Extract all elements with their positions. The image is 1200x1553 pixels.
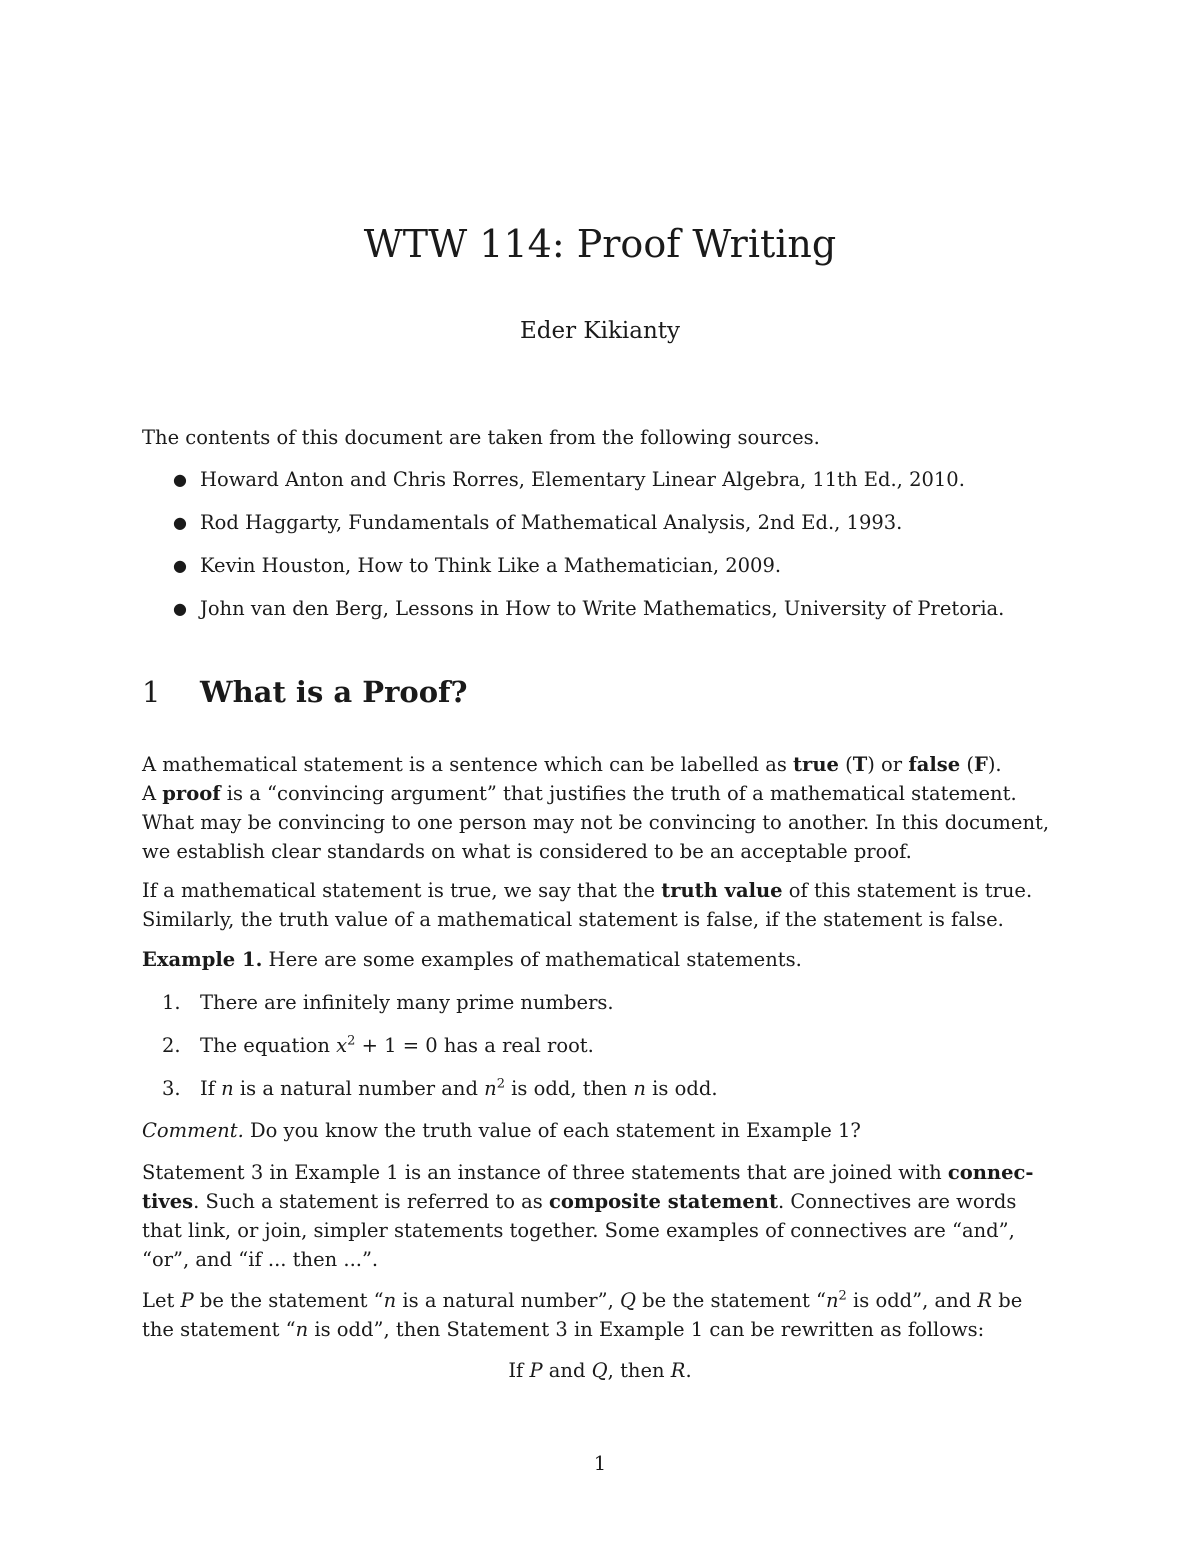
sources-list <box>172 465 1004 637</box>
text-run: of this statement is true. <box>782 879 1033 902</box>
intro-paragraph: The contents of this document are taken from the following sources. <box>142 426 820 449</box>
text-run: is odd”, and <box>846 1289 978 1312</box>
paragraph-statement-definition <box>142 750 1062 866</box>
text-run: , then <box>607 1359 671 1382</box>
paragraph-let <box>142 1286 1062 1344</box>
math-variable: n <box>484 1077 497 1100</box>
text-run: be <box>992 1289 1023 1312</box>
list-item <box>172 465 1004 508</box>
bullet-icon: ● <box>173 556 187 575</box>
term-proof: proof <box>162 782 221 805</box>
document-title: WTW 114: Proof Writing <box>363 222 837 266</box>
math-variable: n <box>295 1318 309 1341</box>
example-label: Example 1. <box>142 948 263 971</box>
term-connectives-part2: tives <box>142 1190 194 1213</box>
section-title: What is a Proof? <box>200 675 468 709</box>
text-run: the statement “ <box>142 1318 296 1341</box>
text-line <box>142 1286 1062 1315</box>
text-run: is a natural number and <box>233 1077 485 1100</box>
text-run: has a real root. <box>437 1034 594 1057</box>
text-run: A <box>142 782 163 805</box>
math-variable: n <box>825 1289 839 1312</box>
item-number: 3. <box>162 1077 181 1100</box>
text-run: A mathematical statement is a sentence which can be labelled as <box>142 753 794 776</box>
list-item <box>172 594 1004 637</box>
text-run: Do you know the truth value of each statement in Example 1? <box>243 1119 861 1142</box>
text-run: There are infinitely many prime numbers. <box>200 991 614 1014</box>
term-true: true <box>793 753 839 776</box>
text-run: . Connectives are words <box>777 1190 1017 1213</box>
math-variable: n <box>633 1077 646 1100</box>
text-run: . Such a statement is referred to as <box>193 1190 549 1213</box>
math-exponent: 2 <box>347 1033 356 1049</box>
source-text: Kevin Houston, How to Think Like a Mathematician, 2009. <box>200 554 782 577</box>
term-false: false <box>908 753 961 776</box>
source-text: Rod Haggarty, Fundamentals of Mathematical Analysis, 2nd Ed., 1993. <box>200 511 903 534</box>
math-expression: + 1 = 0 <box>355 1034 438 1057</box>
math-variable: R <box>670 1359 686 1382</box>
item-number: 2. <box>162 1034 181 1057</box>
bullet-icon: ● <box>173 470 187 489</box>
text-run: and <box>542 1359 592 1382</box>
text-line: What may be convincing to one person may not be convincing to another. In this document, <box>142 811 1050 834</box>
text-run: is odd, then <box>504 1077 634 1100</box>
text-line <box>142 1187 1062 1216</box>
text-run: Let <box>142 1289 181 1312</box>
text-run: ( <box>838 753 853 776</box>
text-run: is odd. <box>645 1077 718 1100</box>
text-line <box>142 1315 1062 1344</box>
math-variable: R <box>977 1289 993 1312</box>
term-T: T <box>852 753 868 776</box>
text-run: If a mathematical statement is true, we say that the <box>142 879 662 902</box>
section-heading <box>142 675 468 709</box>
section-number: 1 <box>142 675 161 709</box>
text-line: “or”, and “if ... then ...”. <box>142 1248 379 1271</box>
text-run: ) or <box>867 753 909 776</box>
math-variable: n <box>383 1289 397 1312</box>
author-name: Eder Kikianty <box>519 318 681 344</box>
source-text: Howard Anton and Chris Rorres, Elementary Linear Algebra, 11th Ed., 2010. <box>200 468 965 491</box>
math-variable: Q <box>619 1289 636 1312</box>
centered-statement <box>0 1356 1200 1385</box>
math-variable: n <box>221 1077 234 1100</box>
term-truth-value: truth value <box>661 879 783 902</box>
text-run: is odd”, then Statement 3 in Example 1 can be rewritten as follows: <box>308 1318 985 1341</box>
text-run: If <box>508 1359 530 1382</box>
paragraph-truth-value <box>142 876 1062 934</box>
examples-list <box>162 988 718 1117</box>
math-variable: P <box>180 1289 194 1312</box>
example-heading <box>142 945 1062 974</box>
bullet-icon: ● <box>173 513 187 532</box>
text-run: is a “convincing argument” that justifies the truth of a mathematical statement. <box>220 782 1017 805</box>
page-number: 1 <box>593 1452 607 1475</box>
math-variable: P <box>529 1359 543 1382</box>
source-text: John van den Berg, Lessons in How to Write Mathematics, University of Pretoria. <box>200 597 1005 620</box>
text-line: Similarly, the truth value of a mathematical statement is false, if the statement is false. <box>142 908 1004 931</box>
text-line <box>142 750 1062 779</box>
item-number: 1. <box>162 991 181 1014</box>
text-run: ). <box>987 753 1002 776</box>
text-line <box>142 876 1062 905</box>
list-item <box>162 988 718 1031</box>
text-line: we establish clear standards on what is considered to be an acceptable proof. <box>142 840 912 863</box>
paragraph-connectives <box>142 1158 1062 1274</box>
text-run: Statement 3 in Example 1 is an instance of three statements that are joined with <box>142 1161 948 1184</box>
text-run: ( <box>960 753 974 776</box>
term-F: F <box>973 753 988 776</box>
math-variable: x <box>336 1034 348 1057</box>
text-run: be the statement “ <box>635 1289 826 1312</box>
bullet-icon: ● <box>173 599 187 618</box>
comment-paragraph <box>142 1116 1062 1145</box>
term-composite-statement: composite statement <box>548 1190 778 1213</box>
text-line <box>142 1158 1062 1187</box>
text-line <box>142 779 1062 808</box>
comment-label: Comment. <box>142 1119 244 1142</box>
list-item <box>172 551 1004 594</box>
term-connectives-part1: connec- <box>947 1161 1034 1184</box>
text-run: is a natural number”, <box>396 1289 620 1312</box>
text-run: . <box>685 1359 692 1382</box>
list-item <box>162 1031 718 1074</box>
list-item <box>162 1074 718 1117</box>
text-run: The equation <box>200 1034 337 1057</box>
text-line: that link, or join, simpler statements together. Some examples of connectives are “and”, <box>142 1219 1015 1242</box>
math-variable: Q <box>591 1359 608 1382</box>
text-run: be the statement “ <box>193 1289 384 1312</box>
text-run: If <box>200 1077 222 1100</box>
list-item <box>172 508 1004 551</box>
math-exponent: 2 <box>838 1288 847 1304</box>
math-exponent: 2 <box>496 1076 505 1092</box>
text-run: Here are some examples of mathematical statements. <box>262 948 802 971</box>
